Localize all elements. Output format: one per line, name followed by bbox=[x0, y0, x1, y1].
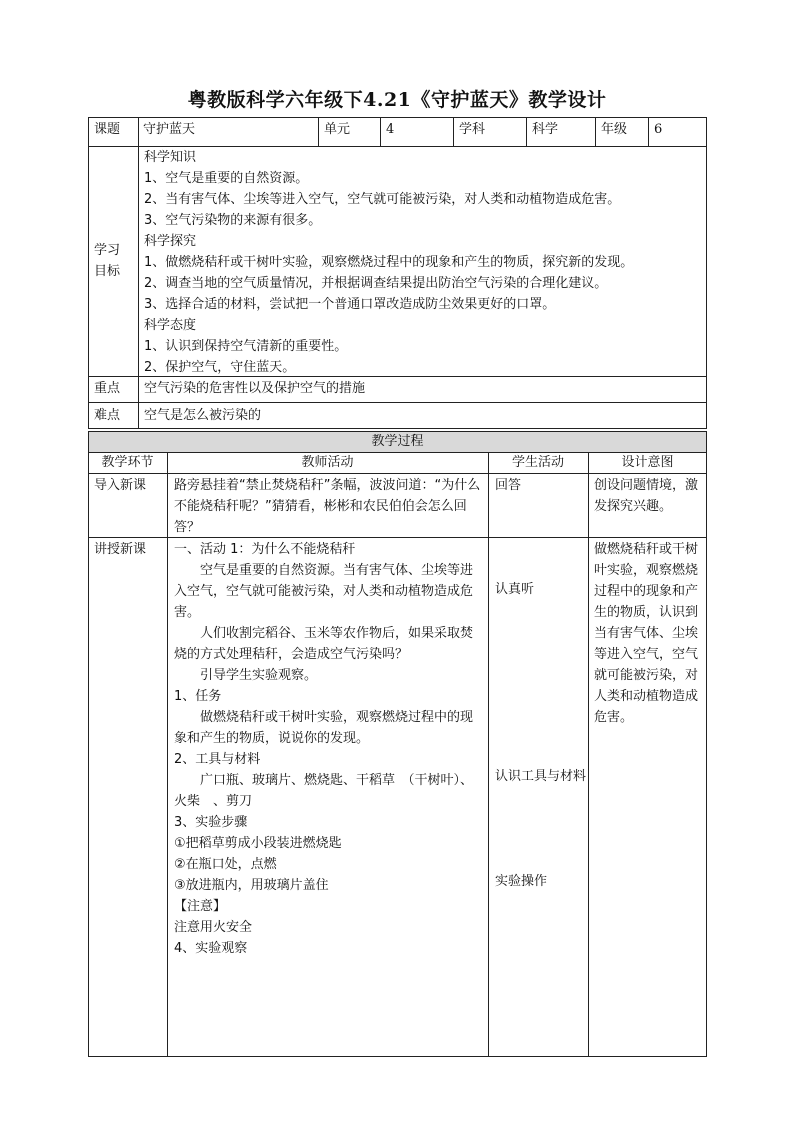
lecture-line: 4、实验观察 bbox=[174, 941, 248, 956]
goals-line: 科学态度 bbox=[144, 318, 197, 333]
intro-stage: 导入新课 bbox=[94, 478, 147, 493]
lecture-line: ③放进瓶内，用玻璃片盖住 bbox=[174, 878, 329, 893]
difficulty-label: 难点 bbox=[94, 408, 121, 423]
grade-value: 6 bbox=[654, 122, 663, 137]
grade-label: 年级 bbox=[601, 122, 628, 137]
difficulty-text: 空气是怎么被污染的 bbox=[144, 408, 262, 423]
topic-label: 课题 bbox=[94, 122, 121, 137]
col-header-teacher: 教师活动 bbox=[301, 455, 354, 470]
goals-line: 1、做燃烧秸秆或干树叶实验，观察燃烧过程中的现象和产生的物质，探究新的发现。 bbox=[144, 255, 634, 270]
col-divider bbox=[453, 117, 454, 146]
row-divider bbox=[88, 402, 707, 403]
lecture-student-tools: 认识工具与材料 bbox=[495, 769, 587, 784]
subject-value: 科学 bbox=[532, 122, 559, 137]
row-divider bbox=[88, 473, 707, 474]
lecture-line: ②在瓶口处，点燃 bbox=[174, 857, 277, 872]
goals-list bbox=[144, 147, 704, 378]
col-header-intent: 设计意图 bbox=[621, 455, 674, 470]
goals-line: 3、空气污染物的来源有很多。 bbox=[144, 213, 322, 228]
lecture-line: ①把稻草剪成小段装进燃烧匙 bbox=[174, 836, 342, 851]
goals-line: 2、当有害气体、尘埃等进入空气，空气就可能被污染，对人类和动植物造成危害。 bbox=[144, 192, 621, 207]
col-divider bbox=[648, 117, 649, 146]
subject-label: 学科 bbox=[459, 122, 486, 137]
lecture-teacher bbox=[174, 539, 485, 959]
lecture-intent: 做燃烧秸秆或干树叶实验，观察燃烧过程中的现象和产生的物质，认识到当有害气体、尘埃等进入空气，空气就可能被污染，对人类和动植物造成危害。 bbox=[594, 542, 699, 725]
topic-value: 守护蓝天 bbox=[143, 122, 196, 137]
lecture-line: 注意用火安全 bbox=[174, 920, 253, 935]
goals-line: 1、空气是重要的自然资源。 bbox=[144, 171, 309, 186]
goals-label-2: 目标 bbox=[94, 264, 121, 279]
col-divider bbox=[526, 117, 527, 146]
unit-label: 单元 bbox=[324, 122, 351, 137]
lecture-line: 2、工具与材料 bbox=[174, 752, 261, 767]
key-point-text: 空气污染的危害性以及保护空气的措施 bbox=[144, 381, 366, 396]
goals-line: 1、认识到保持空气清新的重要性。 bbox=[144, 339, 348, 354]
intro-teacher: 路旁悬挂着“禁止焚烧秸秆”条幅，波波问道：“为什么不能烧秸秆呢？”猜猜看，彬彬和农民伯伯会怎么回答？ bbox=[174, 478, 481, 535]
col-divider bbox=[318, 117, 319, 146]
lecture-student-operate: 实验操作 bbox=[495, 874, 548, 889]
lecture-stage: 讲授新课 bbox=[94, 542, 147, 557]
lecture-line: 【注意】 bbox=[174, 899, 227, 914]
goals-line: 2、保护空气，守住蓝天。 bbox=[144, 360, 296, 375]
key-point-label: 重点 bbox=[94, 381, 121, 396]
lecture-line: 做燃烧秸秆或干树叶实验，观察燃烧过程中的现象和产生的物质，说说你的发现。 bbox=[174, 710, 474, 746]
goals-line: 科学知识 bbox=[144, 150, 197, 165]
col-header-stage: 教学环节 bbox=[101, 455, 154, 470]
lecture-line: 空气是重要的自然资源。当有害气体、尘埃等进入空气，空气就可能被污染，对人类和动植物造成危害。 bbox=[174, 563, 474, 620]
col-header-student: 学生活动 bbox=[511, 455, 564, 470]
col-divider bbox=[488, 452, 489, 1057]
lecture-student-listen: 认真听 bbox=[495, 582, 535, 597]
goals-line: 科学探究 bbox=[144, 234, 197, 249]
goals-line: 2、调查当地的空气质量情况，并根据调查结果提出防治空气污染的合理化建议。 bbox=[144, 276, 608, 291]
process-header: 教学过程 bbox=[371, 434, 424, 449]
goals-label-1: 学习 bbox=[94, 243, 121, 258]
lecture-line: 3、实验步骤 bbox=[174, 815, 248, 830]
lecture-line: 一、活动 1：为什么不能烧秸秆 bbox=[174, 542, 356, 557]
col-divider bbox=[595, 117, 596, 146]
col-divider bbox=[138, 117, 139, 429]
intro-student: 回答 bbox=[495, 478, 522, 493]
col-divider bbox=[380, 117, 381, 146]
unit-value: 4 bbox=[386, 122, 395, 137]
col-divider bbox=[167, 452, 168, 1057]
lecture-line: 人们收割完稻谷、玉米等农作物后，如果采取焚烧的方式处理秸秆，会造成空气污染吗？ bbox=[174, 626, 474, 662]
intro-intent: 创设问题情境，激发探究兴趣。 bbox=[594, 478, 699, 514]
document-title: 粤教版科学六年级下4.21《守护蓝天》教学设计 bbox=[187, 89, 607, 111]
col-divider bbox=[588, 452, 589, 1057]
lecture-line: 1、任务 bbox=[174, 689, 222, 704]
lecture-line: 广口瓶、玻璃片、燃烧匙、干稻草 （干树叶）、火柴 、剪刀 bbox=[174, 773, 474, 809]
lecture-line: 引导学生实验观察。 bbox=[200, 668, 318, 683]
goals-line: 3、选择合适的材料，尝试把一个普通口罩改造成防尘效果更好的口罩。 bbox=[144, 297, 556, 312]
